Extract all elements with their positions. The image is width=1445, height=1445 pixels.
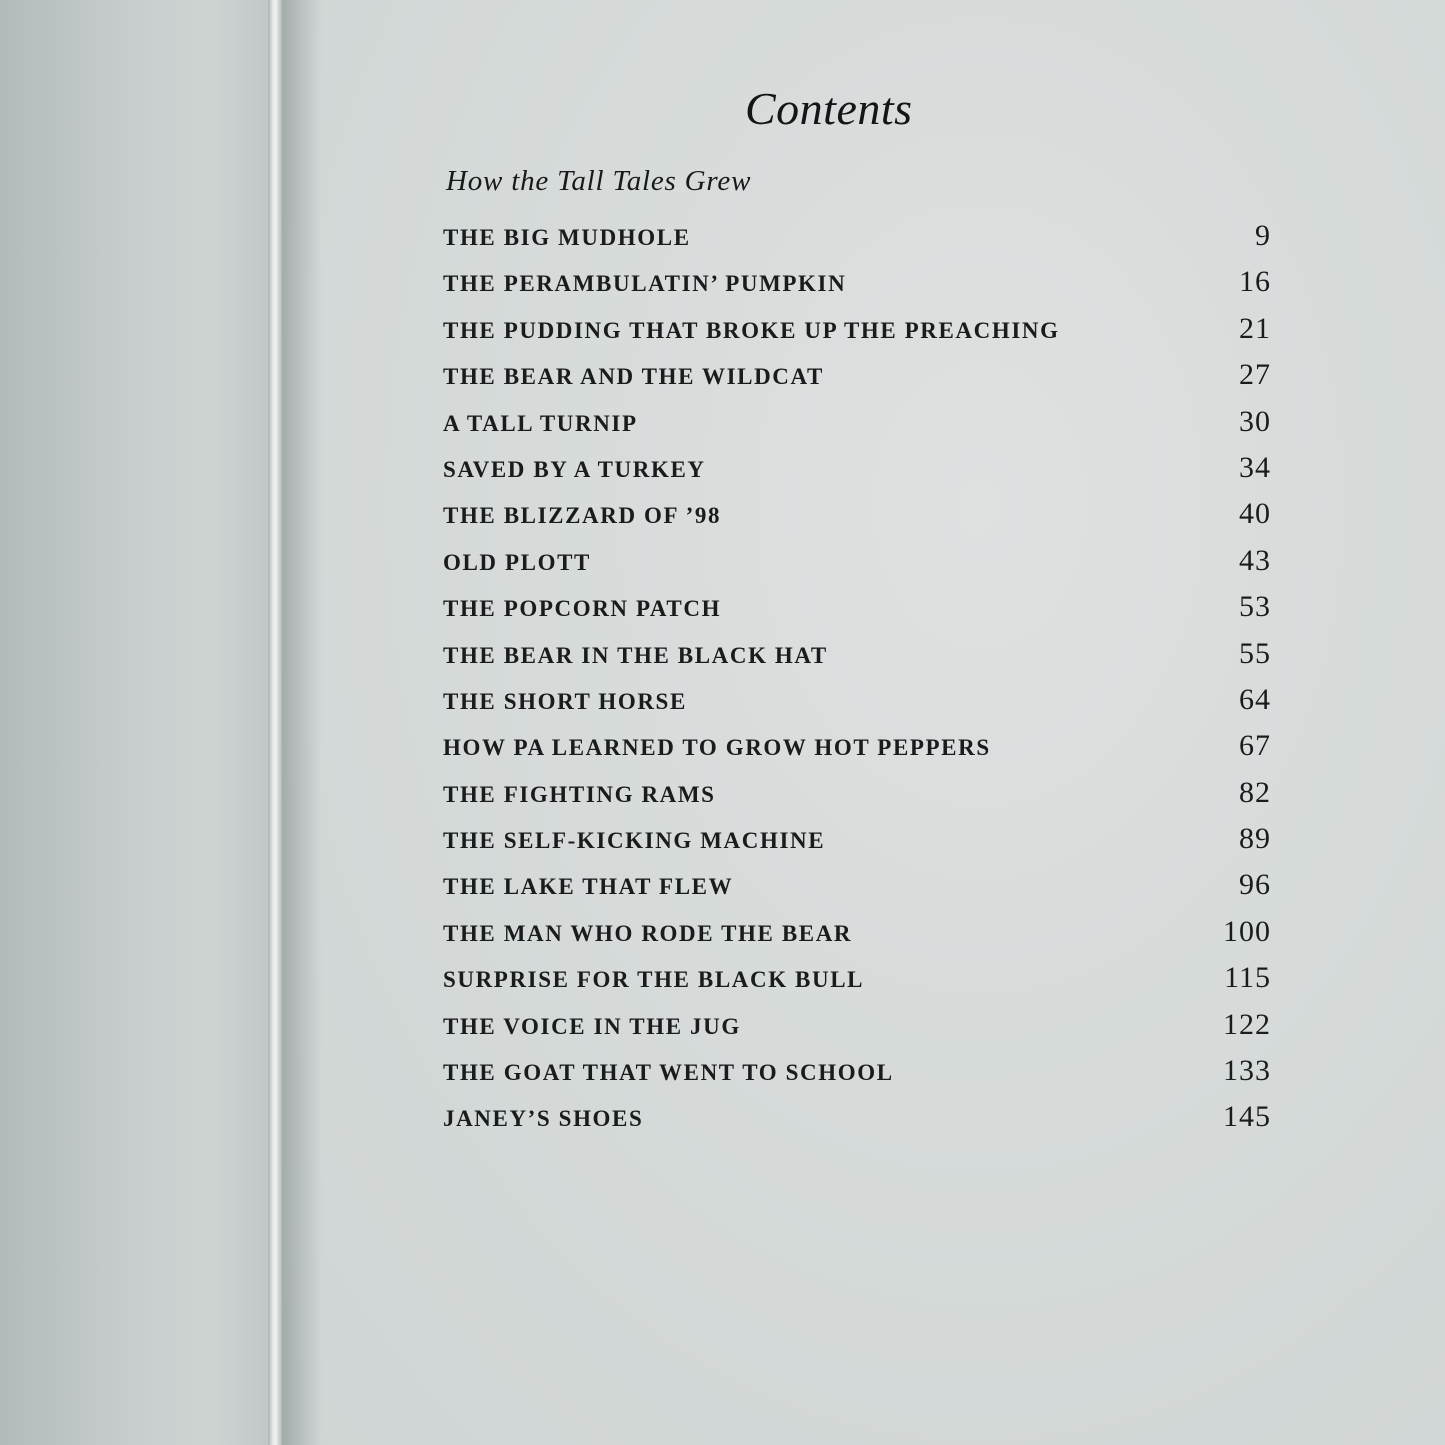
entry-page-number: 115 bbox=[1224, 961, 1271, 995]
entry-page-number: 30 bbox=[1239, 404, 1271, 438]
contents-entry bbox=[443, 587, 1273, 633]
contents-entry bbox=[443, 216, 1273, 262]
page-gutter bbox=[268, 0, 282, 1445]
entry-title: THE BEAR IN THE BLACK HAT bbox=[443, 642, 828, 668]
gutter-shadow bbox=[282, 0, 322, 1445]
contents-entry bbox=[443, 1051, 1273, 1097]
entry-title: SURPRISE FOR THE BLACK BULL bbox=[443, 967, 865, 993]
contents-entry bbox=[443, 773, 1273, 819]
contents-entry bbox=[443, 309, 1273, 355]
contents-heading: Contents bbox=[745, 83, 913, 134]
contents-entry bbox=[443, 1097, 1273, 1143]
entry-title: THE PERAMBULATIN’ PUMPKIN bbox=[443, 271, 847, 297]
contents-entry bbox=[443, 494, 1273, 540]
entry-title: THE BIG MUDHOLE bbox=[443, 225, 691, 250]
entry-page-number: 82 bbox=[1239, 775, 1271, 809]
entry-page-number: 133 bbox=[1223, 1054, 1271, 1088]
entry-title: THE BEAR AND THE WILDCAT bbox=[443, 364, 824, 390]
entry-title: THE MAN WHO RODE THE BEAR bbox=[443, 920, 853, 946]
reverse-side-text-bleed-bottom bbox=[440, 1180, 1300, 1364]
entry-title: THE SELF-KICKING MACHINE bbox=[443, 828, 826, 854]
contents-entry bbox=[443, 958, 1273, 1004]
contents-list bbox=[443, 216, 1273, 1144]
contents-entry bbox=[443, 634, 1273, 680]
entry-title: OLD PLOTT bbox=[443, 549, 591, 575]
contents-entry bbox=[443, 262, 1273, 308]
entry-page-number: 55 bbox=[1239, 636, 1271, 670]
contents-entry bbox=[443, 541, 1273, 587]
entry-page-number: 100 bbox=[1223, 914, 1271, 948]
entry-page-number: 96 bbox=[1239, 868, 1271, 902]
entry-title: THE SHORT HORSE bbox=[443, 688, 687, 714]
entry-title: THE PUDDING THAT BROKE UP THE PREACHING bbox=[443, 317, 1060, 343]
contents-entry bbox=[443, 819, 1273, 865]
contents-entry bbox=[443, 355, 1273, 401]
contents-entry bbox=[443, 912, 1273, 958]
left-page-text-bleed bbox=[0, 0, 200, 1445]
entry-page-number: 34 bbox=[1239, 450, 1271, 484]
entry-title: THE GOAT THAT WENT TO SCHOOL bbox=[443, 1060, 894, 1086]
contents-entry bbox=[443, 1005, 1273, 1051]
entry-title: THE BLIZZARD OF ’98 bbox=[443, 503, 722, 529]
contents-entry bbox=[443, 402, 1273, 448]
entry-page-number: 40 bbox=[1239, 497, 1271, 531]
entry-page-number: 9 bbox=[1255, 219, 1271, 252]
entry-page-number: 89 bbox=[1239, 822, 1271, 856]
contents-entry bbox=[443, 865, 1273, 911]
entry-page-number: 67 bbox=[1239, 729, 1271, 763]
entry-title: A TALL TURNIP bbox=[443, 410, 638, 436]
entry-title: THE VOICE IN THE JUG bbox=[443, 1013, 741, 1039]
entry-title: JANEY’S SHOES bbox=[443, 1106, 644, 1132]
contents-entry bbox=[443, 726, 1273, 772]
entry-page-number: 43 bbox=[1239, 543, 1271, 577]
left-page bbox=[0, 0, 300, 1445]
contents-entry bbox=[443, 448, 1273, 494]
entry-page-number: 16 bbox=[1239, 265, 1271, 299]
entry-page-number: 21 bbox=[1239, 311, 1271, 345]
entry-page-number: 53 bbox=[1239, 590, 1271, 624]
entry-title: THE FIGHTING RAMS bbox=[443, 781, 716, 807]
section-title: How the Tall Tales Grew bbox=[446, 165, 752, 197]
entry-title: SAVED BY A TURKEY bbox=[443, 456, 706, 482]
contents-entry bbox=[443, 680, 1273, 726]
entry-title: HOW PA LEARNED TO GROW HOT PEPPERS bbox=[443, 735, 991, 761]
entry-page-number: 64 bbox=[1239, 682, 1271, 716]
entry-title: THE LAKE THAT FLEW bbox=[443, 874, 734, 900]
entry-title: THE POPCORN PATCH bbox=[443, 596, 722, 622]
entry-page-number: 145 bbox=[1223, 1100, 1271, 1134]
entry-page-number: 27 bbox=[1239, 358, 1271, 392]
entry-page-number: 122 bbox=[1223, 1007, 1271, 1041]
